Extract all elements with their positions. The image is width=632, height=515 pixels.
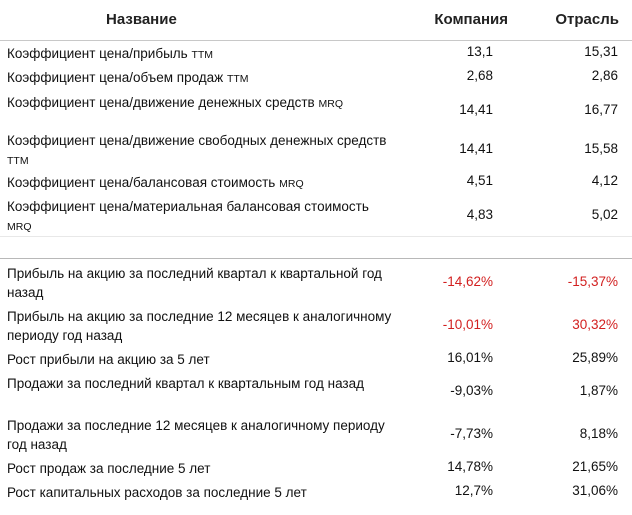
industry-value: 2,86: [591, 68, 618, 83]
company-value: 14,41: [459, 141, 493, 156]
industry-value: 5,02: [591, 207, 618, 222]
company-value: 4,51: [466, 173, 493, 188]
row-label: Продажи за последние 12 месяцев к аналогичному периоду год назад: [7, 418, 385, 452]
column-header-company: Компания: [434, 11, 508, 28]
industry-value: 15,31: [584, 44, 618, 59]
company-value: 16,01%: [447, 350, 493, 365]
table-header: [0, 0, 632, 41]
row-label: Коэффициент цена/прибыль TTM: [7, 46, 214, 61]
company-value: -9,03%: [450, 383, 493, 398]
industry-value: 30,32%: [572, 317, 618, 332]
company-value: -10,01%: [442, 317, 493, 332]
industry-value: 31,06%: [572, 483, 618, 498]
row-label: Рост прибыли на акцию за 5 лет: [7, 352, 210, 367]
company-value: 2,68: [466, 68, 493, 83]
industry-value: 15,58: [584, 141, 618, 156]
company-value: 14,41: [459, 102, 493, 117]
row-label: Прибыль на акцию за последний квартал к квартальной год назад: [7, 266, 382, 300]
divider: [0, 236, 632, 237]
column-header-name: Название: [106, 11, 177, 28]
company-value: -7,73%: [450, 426, 493, 441]
column-header-industry: Отрасль: [555, 11, 619, 28]
industry-value: 1,87%: [579, 383, 618, 398]
row-label: Коэффициент цена/материальная балансовая стоимость MRQ: [7, 199, 369, 233]
industry-value: 4,12: [591, 173, 618, 188]
row-label: Коэффициент цена/движение денежных средств MRQ: [7, 95, 343, 110]
industry-value: 21,65%: [572, 459, 618, 474]
row-label: Продажи за последний квартал к квартальным год назад: [7, 376, 365, 391]
company-value: 12,7%: [454, 483, 493, 498]
row-label: Коэффициент цена/движение свободных денежных средств TTM: [7, 133, 387, 167]
company-value: 4,83: [466, 207, 493, 222]
industry-value: 8,18%: [579, 426, 618, 441]
row-label: Рост продаж за последние 5 лет: [7, 461, 211, 476]
company-value: 13,1: [466, 44, 493, 59]
industry-value: 16,77: [584, 102, 618, 117]
section-divider: [0, 258, 632, 259]
industry-value: 25,89%: [572, 350, 618, 365]
row-label: Прибыль на акцию за последние 12 месяцев к аналогичному периоду год назад: [7, 309, 392, 343]
row-label: Коэффициент цена/объем продаж TTM: [7, 70, 249, 85]
industry-value: -15,37%: [567, 274, 618, 289]
row-label: Рост капитальных расходов за последние 5 лет: [7, 485, 307, 500]
row-label: Коэффициент цена/балансовая стоимость MRQ: [7, 175, 304, 190]
company-value: -14,62%: [442, 274, 493, 289]
company-value: 14,78%: [447, 459, 493, 474]
